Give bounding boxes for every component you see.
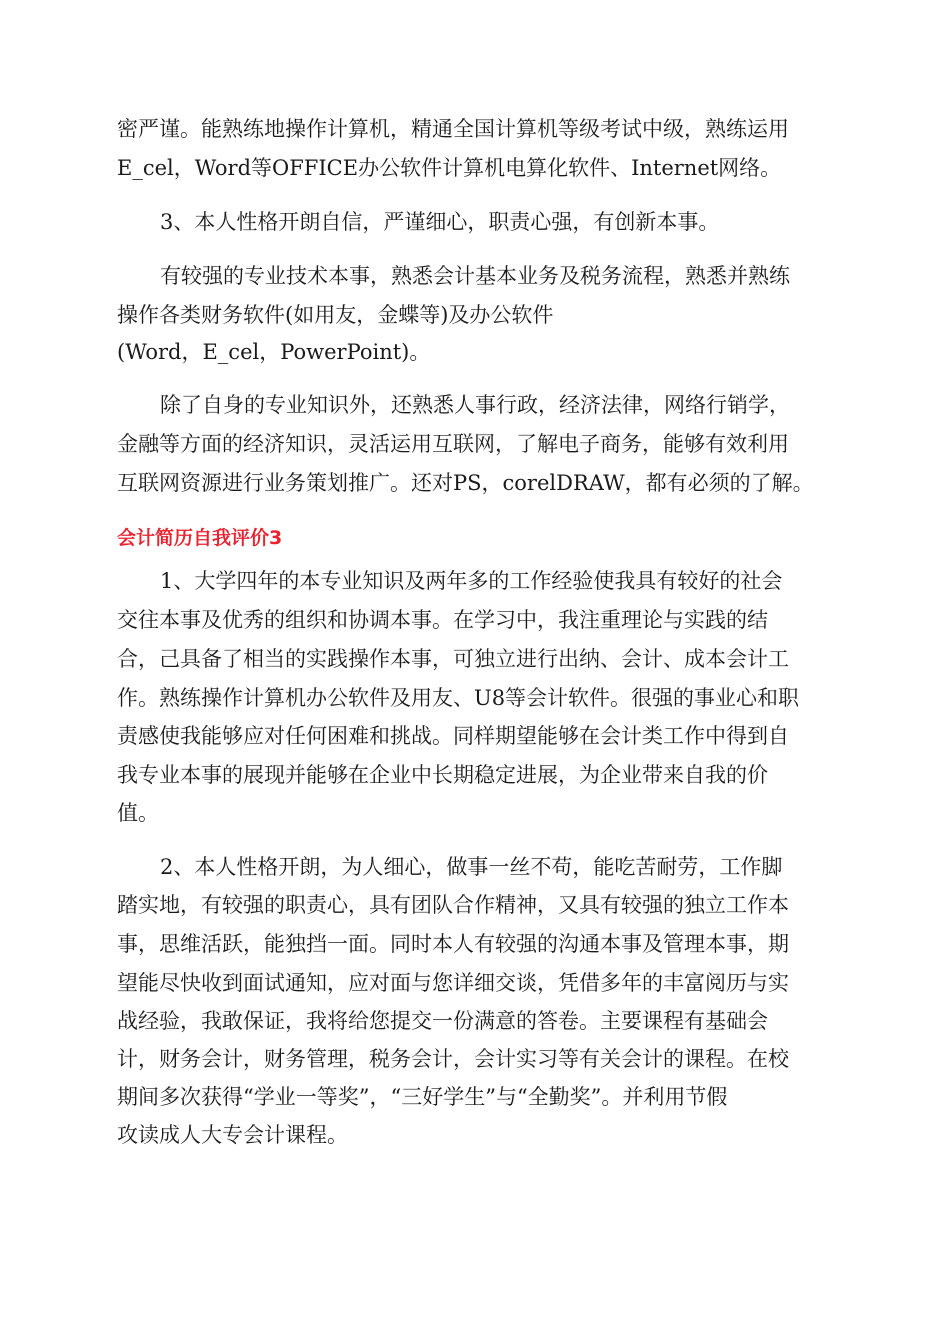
paragraph-line: 值。 — [117, 801, 159, 825]
paragraph-line: 3、本人性格开朗自信，严谨细心，职责心强，有创新本事。 — [160, 210, 720, 234]
paragraph-line: 互联网资源进行业务策划推广。还对PS，corelDRAW，都有必须的了解。 — [117, 471, 814, 495]
paragraph-line: 密严谨。能熟练地操作计算机，精通全国计算机等级考试中级，熟练运用 — [117, 117, 789, 141]
paragraph-line: 事，思维活跃，能独挡一面。同时本人有较强的沟通本事及管理本事，期 — [117, 932, 789, 956]
paragraph-line: 除了自身的专业知识外，还熟悉人事行政，经济法律，网络行销学， — [160, 393, 790, 417]
paragraph-line: 1、大学四年的本专业知识及两年多的工作经验使我具有较好的社会 — [160, 569, 783, 593]
paragraph-line: 战经验，我敢保证，我将给您提交一份满意的答卷。主要课程有基础会 — [117, 1009, 768, 1033]
paragraph-line: 作。熟练操作计算机办公软件及用友、U8等会计软件。很强的事业心和职 — [117, 686, 800, 710]
paragraph-line: 金融等方面的经济知识，灵活运用互联网，了解电子商务，能够有效利用 — [117, 432, 789, 456]
paragraph-line: 有较强的专业技术本事，熟悉会计基本业务及税务流程，熟悉并熟练 — [160, 264, 790, 288]
paragraph-line: 我专业本事的展现并能够在企业中长期稳定进展，为企业带来自我的价 — [117, 763, 768, 787]
paragraph-line: (Word，E_cel，PowerPoint)。 — [117, 340, 431, 364]
section-heading: 会计简历自我评价3 — [117, 527, 283, 549]
paragraph-line: 交往本事及优秀的组织和协调本事。在学习中，我注重理论与实践的结 — [117, 608, 768, 632]
paragraph-line: 踏实地，有较强的职责心，具有团队合作精神，又具有较强的独立工作本 — [117, 893, 789, 917]
paragraph-line: 望能尽快收到面试通知，应对面与您详细交谈，凭借多年的丰富阅历与实 — [117, 971, 789, 995]
paragraph-line: 操作各类财务软件(如用友，金蝶等)及办公软件 — [117, 303, 554, 327]
paragraph-line: 攻读成人大专会计课程。 — [117, 1123, 348, 1147]
paragraph-line: E_cel，Word等OFFICE办公软件计算机电算化软件、Internet网络。 — [117, 156, 782, 180]
paragraph-line: 计，财务会计，财务管理，税务会计，会计实习等有关会计的课程。在校 — [117, 1047, 789, 1071]
paragraph-line: 2、本人性格开朗，为人细心，做事一丝不苟，能吃苦耐劳，工作脚 — [160, 855, 783, 879]
paragraph-line: 期间多次获得“学业一等奖”，“三好学生”与“全勤奖”。并利用节假 — [117, 1085, 728, 1109]
paragraph-line: 责感使我能够应对任何困难和挑战。同样期望能够在会计类工作中得到自 — [117, 724, 789, 748]
paragraph-line: 合，己具备了相当的实践操作本事，可独立进行出纳、会计、成本会计工 — [117, 647, 789, 671]
